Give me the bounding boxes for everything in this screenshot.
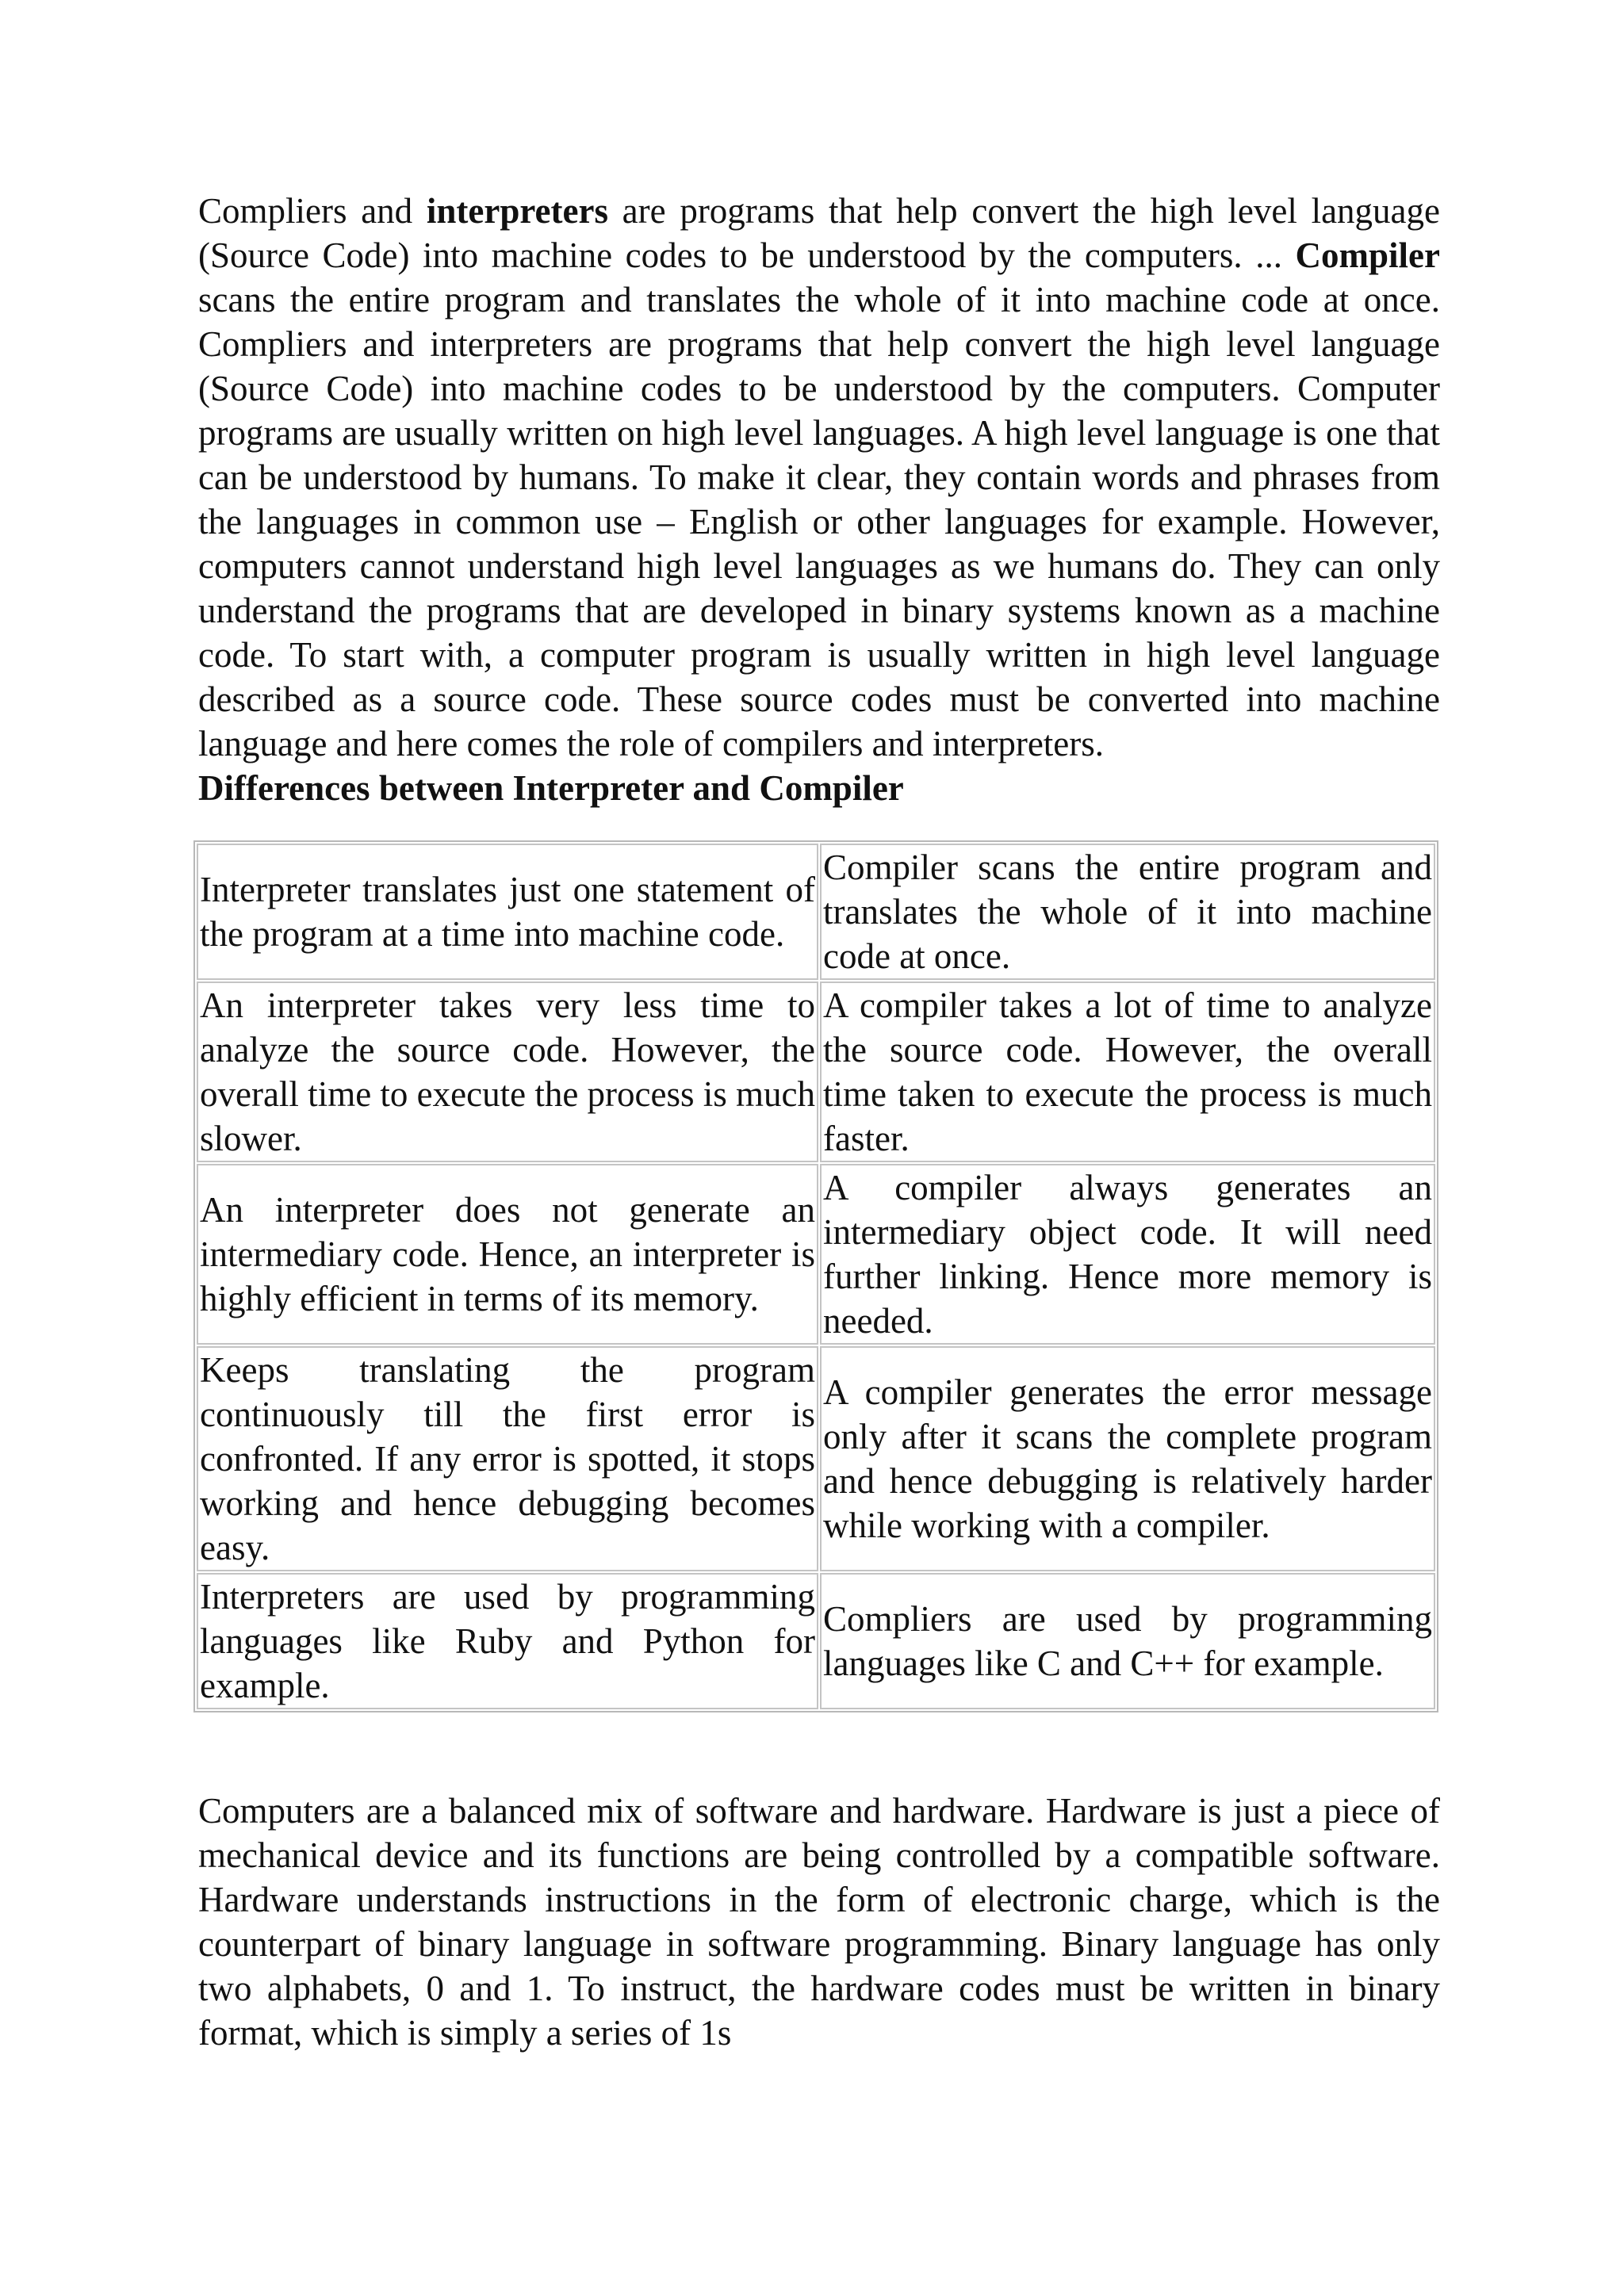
- interpreter-cell: Interpreter translates just one statement of the program at a time into machine code.: [197, 844, 818, 980]
- intro-text-2: are programs that help convert the high level language (Source Code) into machine codes to be understood by the computers. ...: [198, 191, 1440, 275]
- interpreter-cell: Interpreters are used by programming languages like Ruby and Python for example.: [197, 1573, 818, 1709]
- compiler-cell: A compiler generates the error message only after it scans the complete program and hence debugging is relatively harder while working with a compiler.: [820, 1346, 1435, 1571]
- table-row: [197, 1346, 1435, 1571]
- intro-bold-compiler: Compiler: [1295, 235, 1440, 275]
- interpreter-cell: Keeps translating the program continuously till the first error is confronted. If any error is spotted, it stops working and hence debugging becomes easy.: [197, 1346, 818, 1571]
- compiler-cell: A compiler takes a lot of time to analyze the source code. However, the overall time taken to execute the process is much faster.: [820, 982, 1435, 1162]
- interpreter-cell: An interpreter takes very less time to analyze the source code. However, the overall time to execute the process is much slower.: [197, 982, 818, 1162]
- table-row: [197, 1573, 1435, 1709]
- comparison-table: [193, 840, 1438, 1712]
- table-row: [197, 982, 1435, 1162]
- table-row: [197, 844, 1435, 980]
- document-page: [198, 189, 1440, 2055]
- compiler-cell: A compiler always generates an intermediary object code. It will need further linking. Hence more memory is needed.: [820, 1164, 1435, 1345]
- table-row: [197, 1164, 1435, 1345]
- closing-paragraph: Computers are a balanced mix of software and hardware. Hardware is just a piece of mechanical device and its functions are being controlled by a compatible software. Hardware understands instructions in the form of electronic charge, which is the counterpart of binary language in software programming. Binary language has only two alphabets, 0 and 1. To instruct, the hardware codes must be written in binary format, which is simply a series of 1s: [198, 1791, 1440, 2053]
- intro-text-3: scans the entire program and translates the whole of it into machine code at once. Compliers and interpreters are programs that help convert the high level language (Source Code) into machine codes to be understood by the computers. Computer programs are usually written on high level languages. A high level language is one that can be understood by humans. To make it clear, they contain words and phrases from the languages in common use – English or other languages for example. However, computers cannot understand high level languages as we humans do. They can only understand the programs that are developed in binary systems known as a machine code. To start with, a computer program is usually written in high level language described as a source code. These source codes must be converted into machine language and here comes the role of compilers and interpreters.: [198, 280, 1440, 763]
- interpreter-cell: An interpreter does not generate an intermediary code. Hence, an interpreter is highly efficient in terms of its memory.: [197, 1164, 818, 1345]
- compiler-cell: Compiler scans the entire program and translates the whole of it into machine code at once.: [820, 844, 1435, 980]
- intro-text-1: Compliers and: [198, 191, 427, 231]
- compiler-cell: Compliers are used by programming languages like C and C++ for example.: [820, 1573, 1435, 1709]
- intro-bold-interpreters: interpreters: [426, 191, 608, 231]
- intro-paragraph: [198, 189, 1440, 766]
- section-heading: Differences between Interpreter and Compiler: [198, 768, 904, 808]
